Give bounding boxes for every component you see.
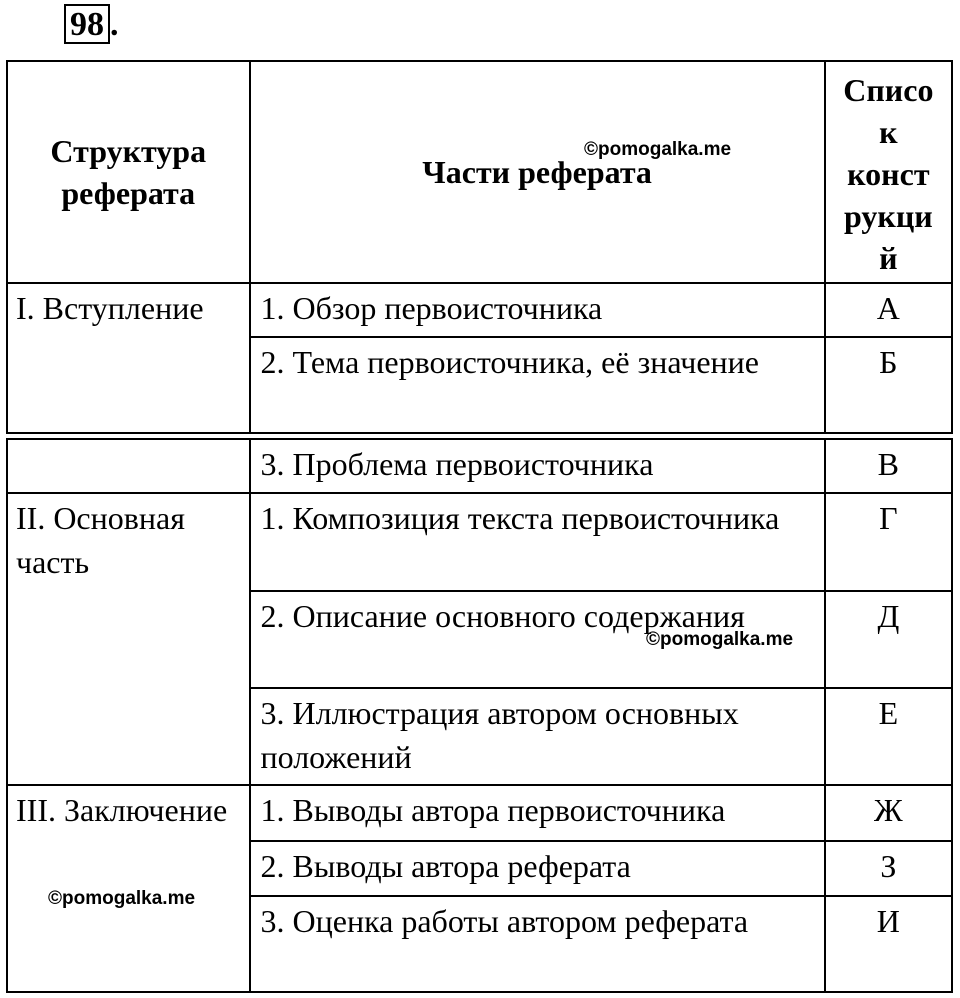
section-label: III. Заключение <box>7 785 250 992</box>
empty-section-cell <box>7 439 250 493</box>
watermark: ©pomogalka.me <box>646 629 794 650</box>
header-list-line: рукци <box>844 198 933 234</box>
header-structure-line: реферата <box>61 175 196 211</box>
part-cell: 2. Описание основного содержания <box>250 591 825 688</box>
exercise-number-dot: . <box>110 6 119 43</box>
header-list-line: Списо <box>843 72 934 108</box>
header-list-line: й <box>879 240 898 276</box>
letter-cell: И <box>825 896 952 992</box>
letter-cell: Е <box>825 688 952 785</box>
section-label: I. Вступление <box>7 283 250 433</box>
watermark: ©pomogalka.me <box>48 888 196 909</box>
exercise-number-box: 98 <box>64 4 110 44</box>
letter-cell: Б <box>825 337 952 433</box>
letter-cell: А <box>825 283 952 337</box>
table-row <box>7 785 952 841</box>
part-cell: 1. Композиция текста первоисточника <box>250 493 825 591</box>
part-cell: 3. Иллюстрация автором основных положений <box>250 688 825 785</box>
letter-cell: Д <box>825 591 952 688</box>
letter-cell: Ж <box>825 785 952 841</box>
part-cell: 3. Проблема первоисточника <box>250 439 825 493</box>
header-row <box>7 61 952 283</box>
watermark: ©pomogalka.me <box>584 139 732 160</box>
header-structure <box>7 61 250 283</box>
letter-cell: В <box>825 439 952 493</box>
section-label: II. Основная часть <box>7 493 250 785</box>
header-list <box>825 61 952 283</box>
header-list-line: к <box>879 114 898 150</box>
part-cell: 2. Выводы автора реферата <box>250 841 825 896</box>
table-row <box>7 493 952 591</box>
essay-structure-table-bottom <box>6 438 953 993</box>
part-cell: 1. Обзор первоисточника <box>250 283 825 337</box>
part-cell: 1. Выводы автора первоисточника <box>250 785 825 841</box>
table-row <box>7 283 952 337</box>
essay-structure-table-top <box>6 60 953 434</box>
table-row <box>7 439 952 493</box>
letter-cell: Г <box>825 493 952 591</box>
exercise-number <box>64 4 119 44</box>
header-structure-line: Структура <box>50 133 207 169</box>
part-cell: 2. Тема первоисточника, её значение <box>250 337 825 433</box>
part-cell: 3. Оценка работы автором реферата <box>250 896 825 992</box>
letter-cell: З <box>825 841 952 896</box>
header-list-line: конст <box>847 156 930 192</box>
header-parts: Части реферата <box>250 61 825 283</box>
